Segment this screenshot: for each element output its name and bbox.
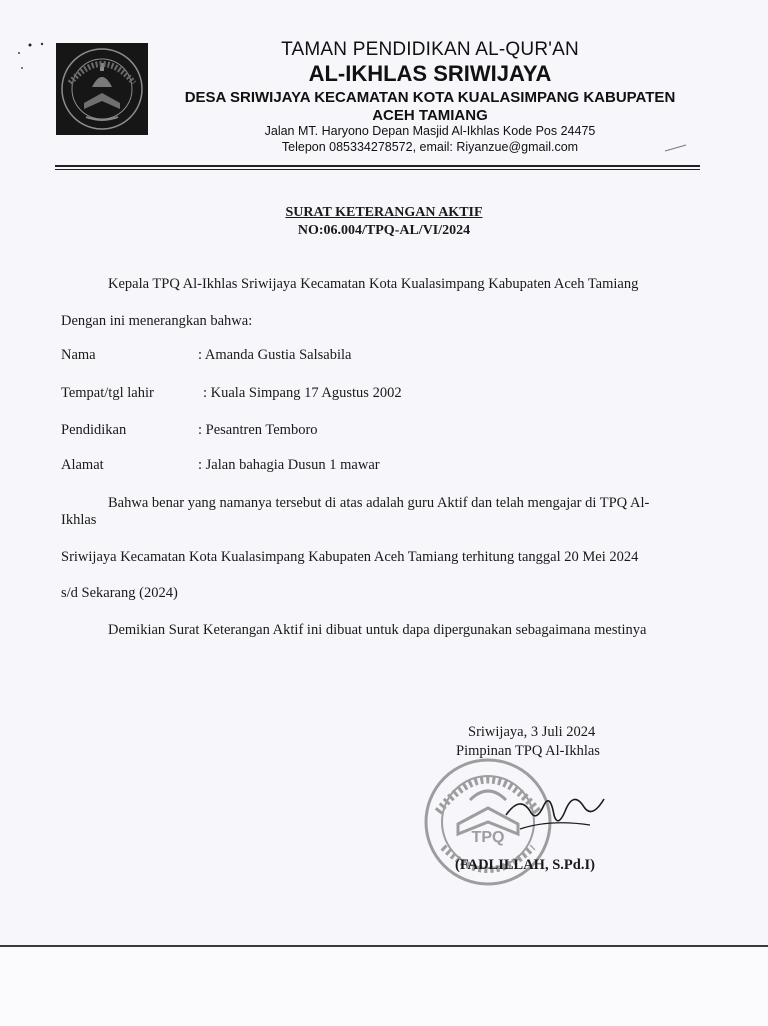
pen-mark: [664, 143, 688, 153]
school-logo: [56, 43, 148, 135]
signatory-name: (FADLILLAH, S.Pd.I): [455, 857, 595, 873]
letterhead-line-4: ACEH TAMIANG: [372, 107, 488, 124]
scan-specks: [14, 38, 44, 78]
body-line-2: Ikhlas: [61, 512, 97, 528]
body-line-3: Sriwijaya Kecamatan Kota Kualasimpang Kabupaten Aceh Tamiang terhitung tanggal 20 Mei 2024: [61, 549, 639, 565]
field-value-alamat: : Jalan bahagia Dusun 1 mawar: [198, 457, 380, 473]
signature-position: Pimpinan TPQ Al-Ikhlas: [456, 743, 600, 759]
letterhead-line-3: DESA SRIWIJAYA KECAMATAN KOTA KUALASIMPANG KABUPATEN: [184, 89, 676, 106]
svg-text:TPQ: TPQ: [471, 829, 505, 846]
field-value-pendidikan: : Pesantren Temboro: [198, 422, 318, 438]
field-label-birth: Tempat/tgl lahir: [61, 385, 154, 401]
document-number: NO:06.004/TPQ-AL/VI/2024: [297, 223, 471, 238]
header-rule-thin: [55, 169, 700, 170]
letterhead-line-1: TAMAN PENDIDIKAN AL-QUR'AN: [281, 39, 579, 60]
field-label-nama: Nama: [61, 347, 96, 363]
field-value-birth: : Kuala Simpang 17 Agustus 2002: [203, 385, 402, 401]
field-label-alamat: Alamat: [61, 457, 104, 473]
letterhead-school-name: AL-IKHLAS SRIWIJAYA: [308, 61, 552, 86]
field-value-nama: : Amanda Gustia Salsabila: [198, 347, 352, 363]
intro-text: Kepala TPQ Al-Ikhlas Sriwijaya Kecamatan Kota Kualasimpang Kabupaten Aceh Tamiang: [108, 276, 639, 292]
body-line-1: Bahwa benar yang namanya tersebut di atas adalah guru Aktif dan telah mengajar di TPQ Al-: [108, 495, 650, 511]
body-line-4: s/d Sekarang (2024): [61, 585, 178, 601]
declare-text: Dengan ini menerangkan bahwa:: [61, 313, 253, 329]
signature-place-date: Sriwijaya, 3 Juli 2024: [468, 724, 596, 740]
letterhead-contact: Telepon 085334278572, email: Riyanzue@gmail.com: [281, 140, 579, 154]
scan-background: [0, 945, 768, 1026]
header-rule-thick: [55, 165, 700, 167]
document-title: SURAT KETERANGAN AKTIF: [285, 205, 483, 220]
closing-text: Demikian Surat Keterangan Aktif ini dibuat untuk dapa dipergunakan sebagaimana mestinya: [108, 622, 647, 638]
handwritten-signature: [500, 785, 610, 835]
letterhead-address: Jalan MT. Haryono Depan Masjid Al-Ikhlas Kode Pos 24475: [264, 124, 596, 138]
field-label-pendidikan: Pendidikan: [61, 422, 127, 438]
